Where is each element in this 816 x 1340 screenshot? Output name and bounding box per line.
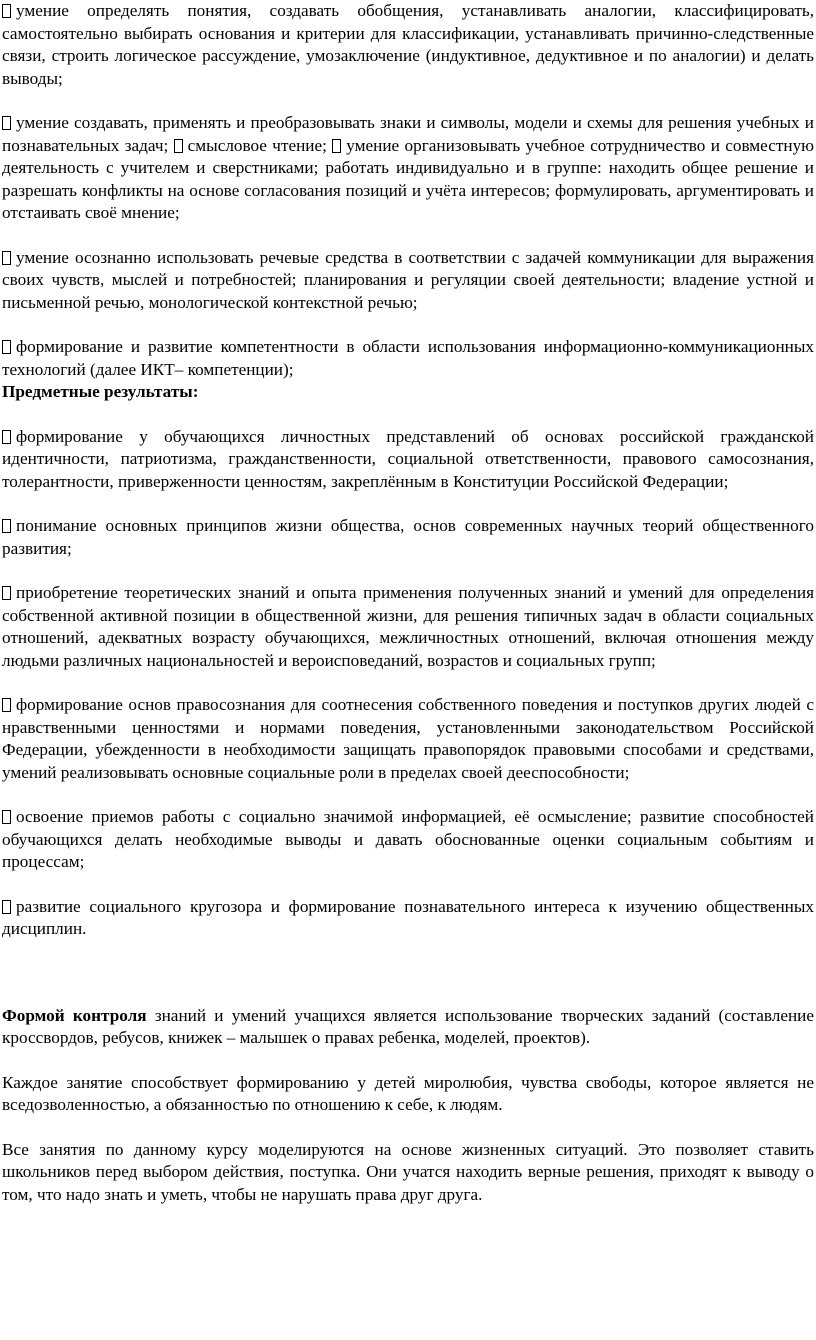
checkbox-bullet-icon bbox=[2, 116, 11, 130]
subject-item-6: развитие социального кругозора и формирование познавательного интереса к изучению общественных дисциплин. bbox=[2, 896, 814, 938]
checkbox-bullet-icon bbox=[2, 4, 11, 18]
subject-item-5: освоение приемов работы с социально значимой информацией, её осмысление; развитие способностей обучающихся делать необходимые выводы и давать обоснованные оценки социальным событиям и процессам; bbox=[2, 807, 814, 871]
checkbox-bullet-icon bbox=[2, 900, 11, 914]
checkbox-bullet-icon bbox=[2, 698, 11, 712]
subject-item-1: формирование у обучающихся личностных представлений об основах российской гражданской идентичности, патриотизма, гражданственности, социальной ответственности, правового самосознания, толерантности, приверженности ценностям, закреплённым в Конституции Российской Федерации; bbox=[2, 426, 814, 491]
subject-item-2: понимание основных принципов жизни общества, основ современных научных теорий общественного развития; bbox=[2, 516, 814, 558]
subject-item-3: приобретение теоретических знаний и опыта применения полученных знаний и умений для определения собственной активной позиции в общественной жизни, для решения типичных задач в области социальных отношений, адекватных возрасту обучающихся, межличностных отношений, включая отношения между людьми различных национальностей и вероисповеданий, возрастов и социальных групп; bbox=[2, 583, 814, 670]
meta-item-2: умение создавать, применять и преобразовывать знаки и символы, модели и схемы для решения учебных и познавательных задач; смысловое чтение; умение организовывать учебное сотрудничество и совместную деятельность с учителем и сверстниками; работать индивидуально и в группе: находить общее решение и разрешать конфликты на основе согласования позиций и учёта интересов; формулировать, аргументировать и отстаивать своё мнение; bbox=[2, 113, 815, 222]
paragraph-2: Все занятия по данному курсу моделируются на основе жизненных ситуаций. Это позволяет ставить школьников перед выбором действия, поступка. Они учатся находить верные решения, приходят к выводу о том, что надо знать и уметь, чтобы не нарушать права друг друга. bbox=[2, 1139, 814, 1204]
checkbox-bullet-icon bbox=[2, 586, 11, 600]
checkbox-bullet-icon bbox=[2, 519, 11, 533]
meta-item-4: формирование и развитие компетентности в области использования информационно-коммуникационных технологий (далее ИКТ– компетенции); bbox=[2, 337, 814, 379]
checkbox-bullet-icon bbox=[174, 139, 183, 153]
checkbox-bullet-icon bbox=[2, 340, 11, 354]
checkbox-bullet-icon bbox=[2, 430, 11, 444]
meta-item-1: умение определять понятия, создавать обобщения, устанавливать аналогии, классифицировать, самостоятельно выбирать основания и критерии для классификации, устанавливать причинно-следственные связи, строить логическое рассуждение, умозаключение (индуктивное, дедуктивное и по аналогии) и делать выводы; bbox=[2, 1, 814, 88]
checkbox-bullet-icon bbox=[2, 251, 11, 265]
subject-item-4: формирование основ правосознания для соотнесения собственного поведения и поступков других людей с нравственными ценностями и нормами поведения, установленными законодательством Российской Федерации, убежденности в необходимости защищать правопорядок правовыми способами и средствами, умений реализовывать основные социальные роли в пределах своей дееспособности; bbox=[2, 695, 814, 782]
subject-results-heading: Предметные результаты: bbox=[2, 382, 199, 401]
control-bold-lead: Формой контроля bbox=[2, 1005, 147, 1025]
checkbox-bullet-icon bbox=[332, 139, 341, 153]
control-paragraph: Формой контроля знаний и умений учащихся является использование творческих заданий (составление кроссвордов, ребусов, книжек – малышек о правах ребенка, моделей, проектов). bbox=[2, 1005, 814, 1047]
paragraph-1: Каждое занятие способствует формированию у детей миролюбия, чувства свободы, которое является не вседозволенностью, а обязанностью по отношению к себе, к людям. bbox=[2, 1072, 814, 1114]
checkbox-bullet-icon bbox=[2, 810, 11, 824]
meta-item-3: умение осознанно использовать речевые средства в соответствии с задачей коммуникации для выражения своих чувств, мыслей и потребностей; планирования и регуляции своей деятельности; владение устной и письменной речью, монологической контекстной речью; bbox=[2, 247, 814, 312]
